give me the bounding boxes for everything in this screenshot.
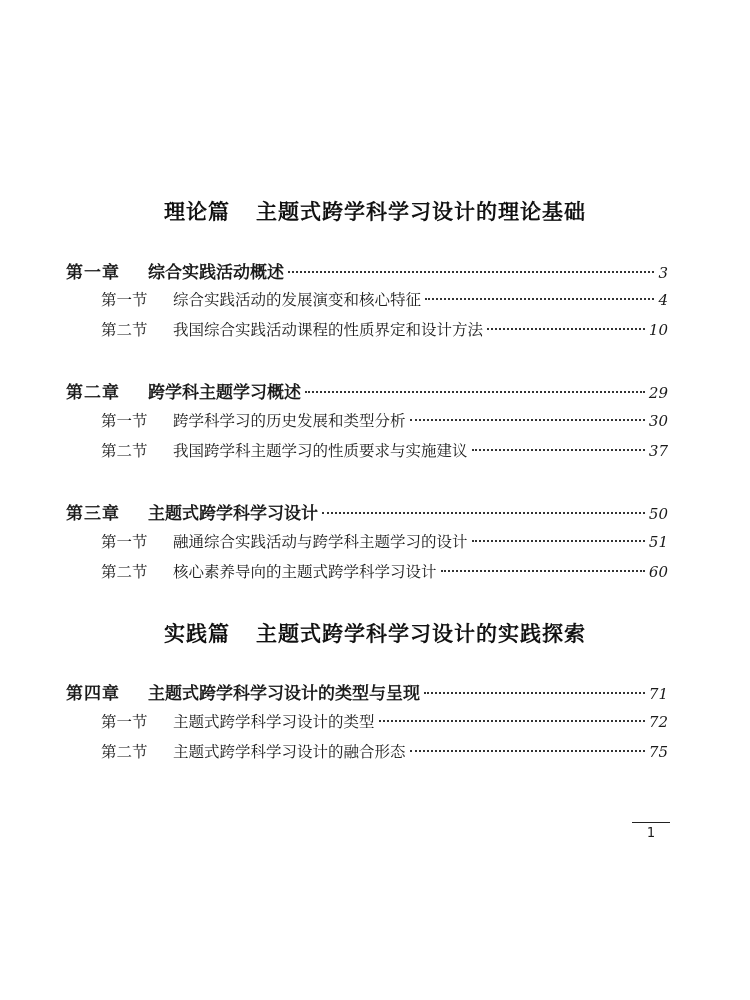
- toc-section-4-2[interactable]: [101, 740, 668, 764]
- page-number: 1: [646, 826, 656, 841]
- section-title: 跨学科学习的历史发展和类型分析: [173, 412, 406, 430]
- dot-leader: [487, 328, 645, 330]
- dot-leader: [305, 391, 645, 393]
- section-number: 第一节: [101, 533, 148, 551]
- chapter-title: 综合实践活动概述: [148, 263, 284, 283]
- toc-chapter-4[interactable]: [66, 679, 668, 703]
- toc-section-1-2[interactable]: [101, 318, 668, 342]
- chapter-title: 主题式跨学科学习设计: [148, 504, 318, 524]
- chapter-number: 第一章: [66, 263, 120, 283]
- part-label: 理论篇: [164, 200, 230, 224]
- section-title: 主题式跨学科学习设计的类型: [173, 713, 375, 731]
- section-number: 第二节: [101, 321, 148, 339]
- toc-section-2-1[interactable]: [101, 409, 668, 433]
- page-ref: 29: [648, 384, 668, 402]
- dot-leader: [410, 750, 645, 752]
- section-title: 核心素养导向的主题式跨学科学习设计: [173, 563, 437, 581]
- section-number: 第一节: [101, 412, 148, 430]
- chapter-number: 第二章: [66, 383, 120, 403]
- dot-leader: [441, 570, 645, 572]
- part-heading-theory: [0, 196, 750, 226]
- page-ref: 3: [658, 264, 668, 282]
- section-title: 我国综合实践活动课程的性质界定和设计方法: [173, 321, 484, 339]
- page-ref: 51: [648, 533, 668, 551]
- part-title-text: 主题式跨学科学习设计的实践探索: [256, 622, 586, 646]
- section-number: 第二节: [101, 563, 148, 581]
- part-label: 实践篇: [164, 622, 230, 646]
- chapter-number: 第三章: [66, 504, 120, 524]
- section-title: 主题式跨学科学习设计的融合形态: [173, 743, 406, 761]
- dot-leader: [379, 720, 645, 722]
- toc-chapter-3[interactable]: [66, 499, 668, 523]
- toc-section-3-2[interactable]: [101, 560, 668, 584]
- dot-leader: [322, 512, 645, 514]
- dot-leader: [424, 692, 645, 694]
- section-title: 综合实践活动的发展演变和核心特征: [173, 291, 422, 309]
- page-ref: 30: [648, 412, 668, 430]
- page-ref: 50: [648, 505, 668, 523]
- page-ref: 72: [648, 713, 668, 731]
- dot-leader: [425, 298, 654, 300]
- page-ref: 4: [658, 291, 668, 309]
- part-title-text: 主题式跨学科学习设计的理论基础: [256, 200, 586, 224]
- section-number: 第二节: [101, 442, 148, 460]
- page-ref: 37: [648, 442, 668, 460]
- section-number: 第一节: [101, 291, 148, 309]
- toc-chapter-2[interactable]: [66, 378, 668, 402]
- toc-section-4-1[interactable]: [101, 710, 668, 734]
- dot-leader: [288, 271, 654, 273]
- toc-chapter-1[interactable]: [66, 258, 668, 282]
- toc-section-1-1[interactable]: [101, 288, 668, 312]
- part-heading-practice: [0, 618, 750, 648]
- section-number: 第二节: [101, 743, 148, 761]
- toc-section-3-1[interactable]: [101, 530, 668, 554]
- chapter-title: 跨学科主题学习概述: [148, 383, 301, 403]
- page-ref: 71: [648, 685, 668, 703]
- section-number: 第一节: [101, 713, 148, 731]
- page-ref: 60: [648, 563, 668, 581]
- chapter-title: 主题式跨学科学习设计的类型与呈现: [148, 684, 420, 704]
- folio-rule: [632, 822, 670, 823]
- toc-section-2-2[interactable]: [101, 439, 668, 463]
- dot-leader: [472, 449, 645, 451]
- section-title: 融通综合实践活动与跨学科主题学习的设计: [173, 533, 468, 551]
- chapter-number: 第四章: [66, 684, 120, 704]
- section-title: 我国跨学科主题学习的性质要求与实施建议: [173, 442, 468, 460]
- page-ref: 75: [648, 743, 668, 761]
- dot-leader: [410, 419, 645, 421]
- page-ref: 10: [648, 321, 668, 339]
- dot-leader: [472, 540, 645, 542]
